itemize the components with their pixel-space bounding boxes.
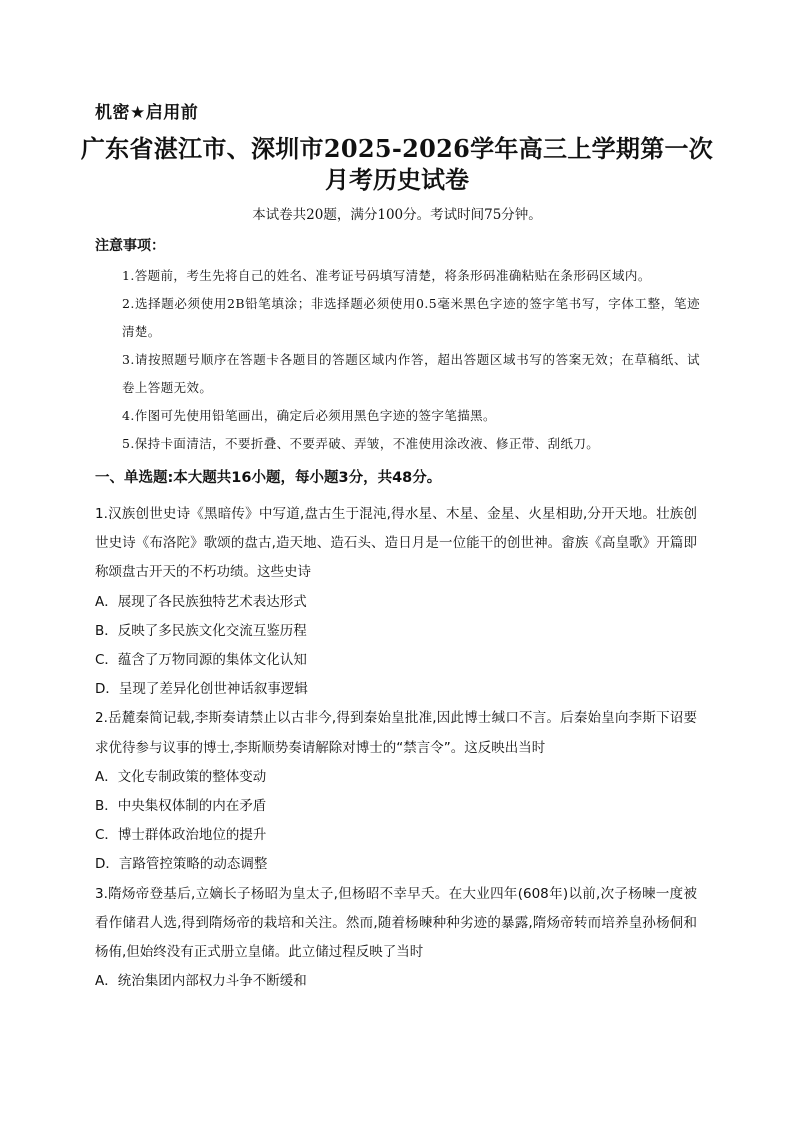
question-1 <box>95 500 697 704</box>
notice-list <box>122 262 700 458</box>
option-c: C．博士群体政治地位的提升 <box>95 827 267 844</box>
notice-heading: 注意事项： <box>95 238 165 254</box>
option-a: A．统治集团内部权力斗争不断缓和 <box>95 973 307 990</box>
option-d: D．呈现了差异化创世神话叙事逻辑 <box>95 681 308 698</box>
confidential-label: 机密★启用前 <box>95 103 199 123</box>
option-b: B．反映了多民族文化交流互鉴历程 <box>95 622 307 639</box>
question-stem: 2.岳麓秦简记载,李斯奏请禁止以古非今,得到秦始皇批准,因此博士缄口不言。后秦始皇向李斯下诏要求优待参与议事的博士,李斯顺势奏请解除对博士的“禁言令”。这反映出当时 <box>95 710 697 756</box>
notice-item-1: 1.答题前，考生先将自己的姓名、准考证号码填写清楚，将条形码准确粘贴在条形码区域内。 <box>122 268 651 283</box>
question-2 <box>95 704 697 879</box>
notice-item-5: 5.保持卡面清洁，不要折叠、不要弄破、弄皱，不准使用涂改液、修正带、刮纸刀。 <box>122 436 600 451</box>
question-3 <box>95 880 697 997</box>
option-c: C．蕴含了万物同源的集体文化认知 <box>95 652 307 669</box>
question-stem: 1.汉族创世史诗《黑暗传》中写道,盘古生于混沌,得水星、木星、金星、火星相助,分开天地。壮族创世史诗《布洛陀》歌颂的盘古,造天地、造石头、造日月是一位能干的创世神。畲族《高皇歌》开篇即称颂盘古开天的不朽功绩。这些史诗 <box>95 506 697 581</box>
exam-info: 本试卷共20题，满分100分。考试时间75分钟。 <box>252 207 542 223</box>
exam-title-line2: 月考历史试卷 <box>325 165 469 194</box>
option-a: A．展现了各民族独特艺术表达形式 <box>95 593 307 610</box>
notice-item-2: 2.选择题必须使用2B铅笔填涂；非选择题必须使用0.5毫米黑色字迹的签字笔书写，字体工整，笔迹清楚。 <box>122 296 700 339</box>
option-a: A．文化专制政策的整体变动 <box>95 768 267 785</box>
question-list <box>95 500 697 996</box>
question-stem: 3.隋炀帝登基后,立嫡长子杨昭为皇太子,但杨昭不幸早夭。在大业四年(608年)以前,次子杨暕一度被看作储君人选,得到隋炀帝的栽培和关注。然而,随着杨暕种种劣迹的暴露,隋炀帝转而培养皇孙杨侗和杨侑,但始终没有正式册立皇储。此立储过程反映了当时 <box>95 885 697 961</box>
exam-title-line1: 广东省湛江市、深圳市2025-2026学年高三上学期第一次 <box>80 134 714 163</box>
option-b: B．中央集权体制的内在矛盾 <box>95 798 267 815</box>
section-heading: 一、单选题:本大题共16小题，每小题3分，共48分。 <box>95 470 442 486</box>
notice-item-3: 3.请按照题号顺序在答题卡各题目的答题区域内作答，超出答题区域书写的答案无效；在草稿纸、试卷上答题无效。 <box>122 352 700 395</box>
option-d: D．言路管控策略的动态调整 <box>95 856 268 873</box>
notice-item-4: 4.作图可先使用铅笔画出，确定后必须用黑色字迹的签字笔描黑。 <box>122 408 496 423</box>
